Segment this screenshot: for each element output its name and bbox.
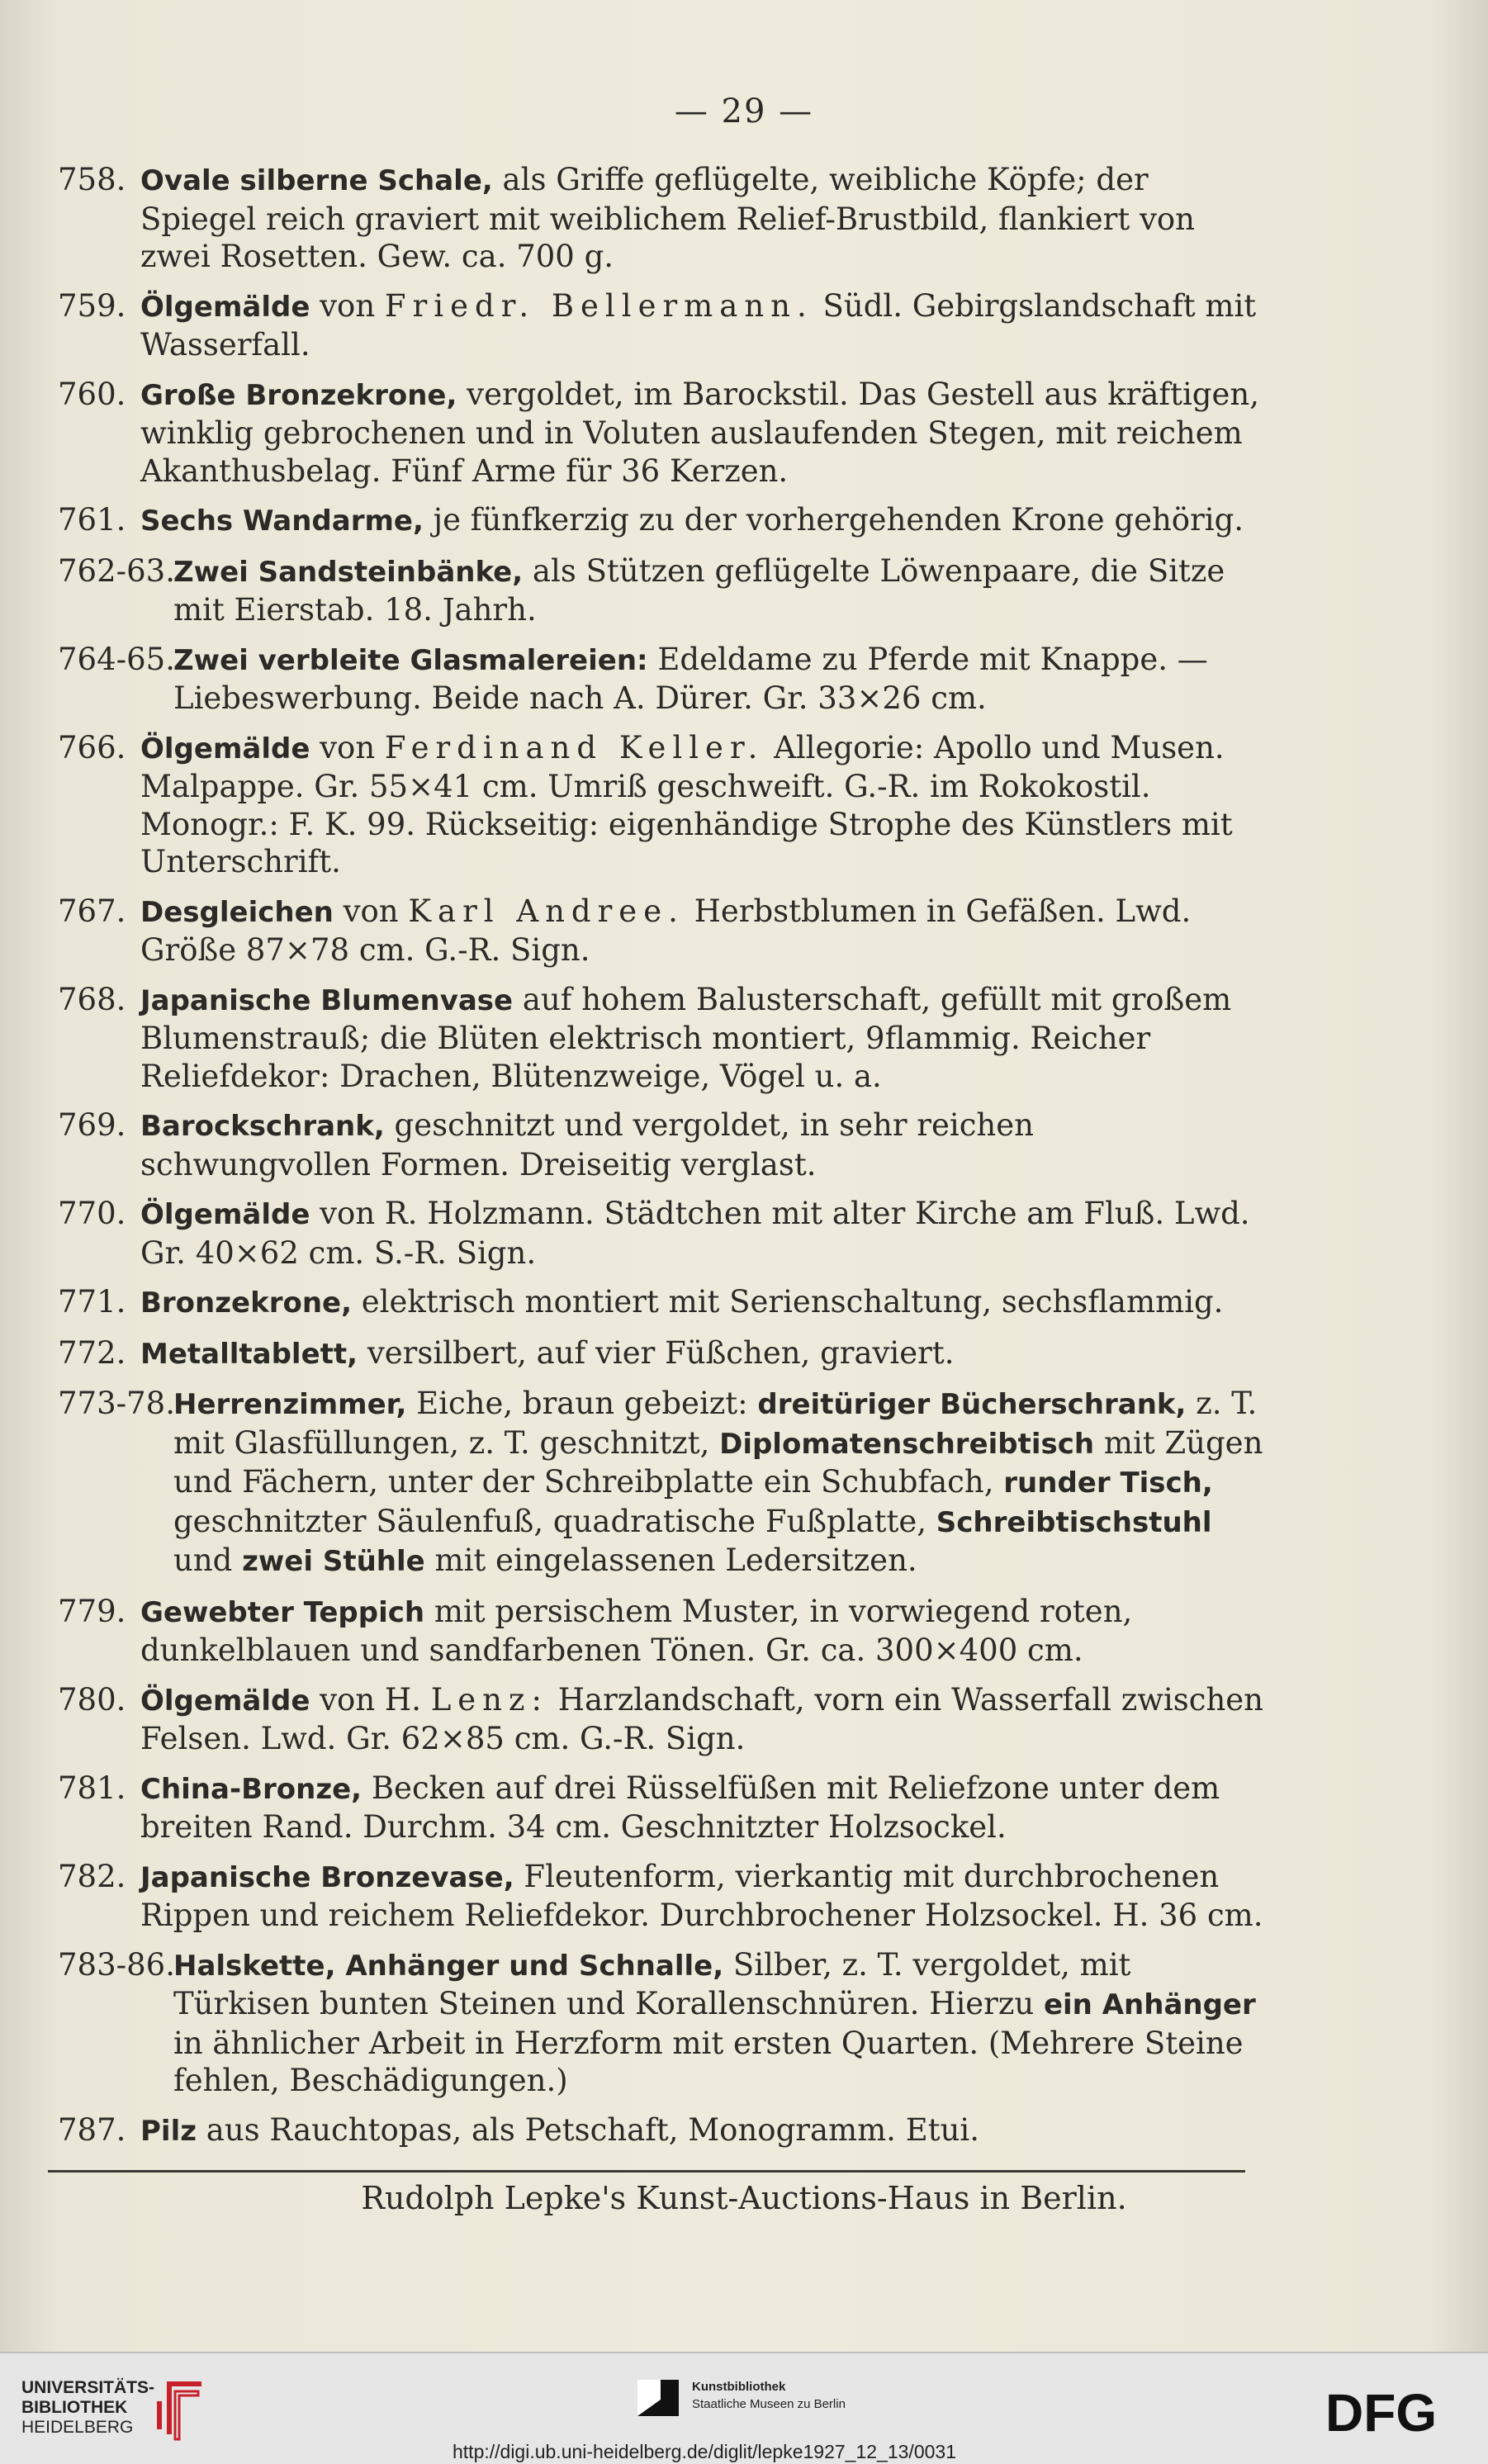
entry-number: 769. [58, 1107, 126, 1143]
entry-artist: Karl Andree. [408, 893, 685, 929]
entry-title: Herrenzimmer, [173, 1388, 407, 1421]
entry-number: 772. [58, 1334, 126, 1371]
entry-text: Silber, z. T. vergoldet, mit Türkisen bunten Steinen und Korallenschnüren. Hierzu [173, 1946, 1131, 2021]
entry-number: 759. [58, 287, 126, 324]
footer-divider [48, 2170, 1245, 2173]
entry-number: 771. [58, 1284, 126, 1320]
uni-line-2: BIBLIOTHEK [21, 2398, 128, 2417]
entry-text: Fleutenform, vierkantig mit durchbrochenen Rippen und reichem Reliefdekor. Durchbrochener Holzsockel. H. 36 cm. [140, 1858, 1263, 1933]
entry-text: Becken auf drei Rüsselfüßen mit Reliefzone unter dem breiten Rand. Durchm. 34 cm. Geschnitzter Holzsockel. [140, 1770, 1220, 1845]
entry-title: Zwei Sandsteinbänke, [173, 555, 524, 589]
entry-text: geschnitzter Säulenfuß, quadratische Fußplatte, [173, 1503, 936, 1539]
entry-text: von R. Holzmann. Städtchen mit alter Kirche am Fluß. Lwd. Gr. 40×62 cm. S.-R. Sign. [140, 1196, 1250, 1271]
entry-text: Edeldame zu Pferde mit Knappe. — Liebeswerbung. Beide nach A. Dürer. Gr. 33×26 cm. [173, 641, 1208, 716]
entry-text: je fünfkerzig zu der vorhergehenden Krone gehörig. [423, 502, 1244, 538]
entry-text: aus Rauchtopas, als Petschaft, Monogramm. Etui. [197, 2111, 979, 2148]
heidelberg-logo-icon [150, 2376, 208, 2443]
catalog-entry [50, 1334, 1272, 1374]
entry-pre: von [333, 893, 409, 929]
entry-text: z. T. mit Glasfüllungen, z. T. geschnitzt, [173, 1386, 1258, 1461]
entry-text: elektrisch montiert mit Serienschaltung, sechsflammig. [352, 1284, 1224, 1320]
entry-number: 764-65. [58, 641, 175, 677]
catalog-entry [50, 1681, 1272, 1758]
page-number: — 29 — [674, 92, 814, 130]
catalog-entry [50, 1593, 1272, 1670]
entry-title: Barockschrank, [140, 1110, 385, 1143]
entry-number: 779. [58, 1593, 126, 1629]
catalog-entry [50, 729, 1272, 881]
entry-title: Sechs Wandarme, [140, 505, 424, 538]
entry-text: als Griffe geflügelte, weibliche Köpfe; der Spiegel reich graviert mit weiblichem Relief-Brustbild, flankiert von zwei Rosetten. Gew. ca. 700 g. [140, 162, 1196, 274]
library-info-bar [0, 2352, 1488, 2464]
entry-title: Metalltablett, [140, 1337, 358, 1371]
catalog-entry [50, 1858, 1272, 1935]
dfg-logo-icon [1325, 2386, 1466, 2438]
entry-artist: Lenz: [430, 1681, 548, 1718]
entry-text: auf hohem Balusterschaft, gefüllt mit großem Blumenstrauß; die Blüten elektrisch montiert, 9flammig. Reicher Reliefdekor: Drachen, Blütenzweige, Vögel u. a. [140, 981, 1232, 1094]
catalog-entry [50, 1385, 1272, 1581]
entry-text: Eiche, braun gebeizt: [406, 1386, 758, 1421]
catalog-entry [50, 893, 1272, 969]
entry-text: mit Zügen und Fächern, unter der Schreibplatte ein Schubfach, [173, 1424, 1263, 1500]
entry-pre: von [310, 287, 385, 324]
entry-bold-item: runder Tisch, [1003, 1467, 1213, 1500]
entry-title: Ovale silberne Schale, [140, 164, 493, 197]
entry-text: als Stützen geflügelte Löwenpaare, die Sitze mit Eierstab. 18. Jahrh. [173, 552, 1225, 628]
entry-pre: von [310, 729, 385, 765]
catalog-entry [50, 2111, 1272, 2151]
catalog-entry [50, 641, 1272, 718]
entry-title: China-Bronze, [140, 1772, 363, 1806]
entry-artist: Friedr. Bellermann. [384, 287, 813, 324]
entry-number: 762-63. [58, 552, 175, 589]
entry-artist: Ferdinand Keller. [384, 729, 765, 765]
entry-text: Südl. Gebirgslandschaft mit Wasserfall. [140, 287, 1257, 362]
entry-number: 760. [58, 376, 126, 412]
kb-line-1: Kunstbibliothek [692, 2380, 786, 2394]
entry-number: 782. [58, 1858, 126, 1894]
entry-number: 780. [58, 1681, 126, 1718]
uni-line-3: HEIDELBERG [21, 2418, 134, 2437]
entry-text: vergoldet, im Barockstil. Das Gestell aus kräftigen, winklig gebrochenen und in Voluten auslaufenden Stegen, mit reichem Akanthusbelag. Fünf Arme für 36 Kerzen. [140, 376, 1259, 489]
uni-line-1: UNIVERSITÄTS- [21, 2378, 155, 2397]
catalog-entry [50, 1283, 1272, 1323]
catalog-entry [50, 376, 1272, 490]
catalog-entry [50, 1106, 1272, 1183]
catalog-entry [50, 552, 1272, 629]
entry-number: 773-78. [58, 1386, 175, 1421]
entry-text: mit eingelassenen Ledersitzen. [424, 1542, 917, 1578]
entry-text: mit persischem Muster, in vorwiegend roten, dunkelblauen und sandfarbenen Tönen. Gr. ca. 300×400 cm. [140, 1593, 1133, 1668]
dfg-logo-text: DFG [1325, 2386, 1438, 2438]
entry-title: Japanische Bronzevase, [140, 1860, 514, 1894]
catalog-entry [50, 1195, 1272, 1272]
entry-title: Desgleichen [140, 895, 334, 929]
entry-title: Pilz [140, 2114, 197, 2148]
entry-text: geschnitzt und vergoldet, in sehr reichen schwungvollen Formen. Dreiseitig verglast. [140, 1107, 1034, 1182]
entry-title: Bronzekrone, [140, 1286, 353, 1320]
entry-bold-item: zwei Stühle [242, 1545, 425, 1578]
entry-title: Ölgemälde [140, 1198, 310, 1231]
entry-text: in ähnlicher Arbeit in Herzform mit ersten Quarten. (Mehrere Steine fehlen, Beschädigungen.) [173, 2025, 1244, 2098]
catalog-entry [50, 1770, 1272, 1846]
entry-title: Ölgemälde [140, 1684, 310, 1718]
entry-title: Halskette, Anhänger und Schnalle, [173, 1949, 724, 1983]
entry-title: Zwei verbleite Glasmalereien: [173, 643, 648, 677]
entry-title: Gewebter Teppich [140, 1595, 425, 1629]
entry-text: Harzlandschaft, vorn ein Wasserfall zwischen Felsen. Lwd. Gr. 62×85 cm. G.-R. Sign. [140, 1681, 1263, 1756]
entry-text: versilbert, auf vier Füßchen, graviert. [358, 1334, 955, 1371]
catalog-entry [50, 287, 1272, 364]
entry-text: und [173, 1542, 243, 1578]
entry-title: Japanische Blumenvase [140, 983, 514, 1017]
catalog-entry [50, 501, 1272, 541]
entry-bold-item: Schreibtischstuhl [936, 1505, 1212, 1539]
entry-title: Ölgemälde [140, 290, 310, 324]
catalog-entry [50, 981, 1272, 1096]
entry-title: Große Bronzekrone, [140, 378, 457, 412]
entry-number: 761. [58, 502, 126, 538]
entry-number: 766. [58, 729, 126, 765]
entry-title: Ölgemälde [140, 732, 310, 765]
entry-number: 770. [58, 1196, 126, 1231]
entry-text: Allegorie: Apollo und Musen. Malpappe. Gr. 55×41 cm. Umriß geschweift. G.-R. im Rokokostil. Monogr.: F. K. 99. Rückseitig: eigenhändige Strophe des Künstlers mit Unterschrift. [140, 729, 1233, 879]
entry-number: 787. [58, 2111, 126, 2148]
entry-bold-item: dreitüriger Bücherschrank, [757, 1388, 1187, 1421]
permalink-url[interactable]: http://digi.ub.uni-heidelberg.de/diglit/lepke1927_12_13/0031 [453, 2441, 956, 2462]
kb-line-2: Staatliche Museen zu Berlin [692, 2397, 846, 2411]
entry-bold-item: ein Anhänger [1043, 1988, 1256, 2021]
catalog-entries [50, 161, 1272, 2162]
entry-pre: von H. [310, 1681, 431, 1718]
kunstbibliothek-text [692, 2378, 846, 2413]
entry-number: 783-86. [58, 1946, 175, 1983]
entry-number: 768. [58, 981, 126, 1017]
entry-text: Herbstblumen in Gefäßen. Lwd. Größe 87×78 cm. G.-R. Sign. [140, 893, 1192, 968]
entry-number: 781. [58, 1770, 126, 1806]
page-footer: Rudolph Lepke's Kunst-Auctions-Haus in Berlin. [361, 2180, 1127, 2216]
catalog-entry [50, 1946, 1272, 2100]
university-library-logo-text[interactable] [21, 2378, 154, 2438]
catalog-entry [50, 161, 1272, 276]
entry-number: 758. [58, 162, 126, 197]
entry-bold-item: Diplomatenschreibtisch [719, 1427, 1095, 1461]
entry-number: 767. [58, 893, 126, 929]
kunstbibliothek-logo-icon [636, 2376, 682, 2423]
